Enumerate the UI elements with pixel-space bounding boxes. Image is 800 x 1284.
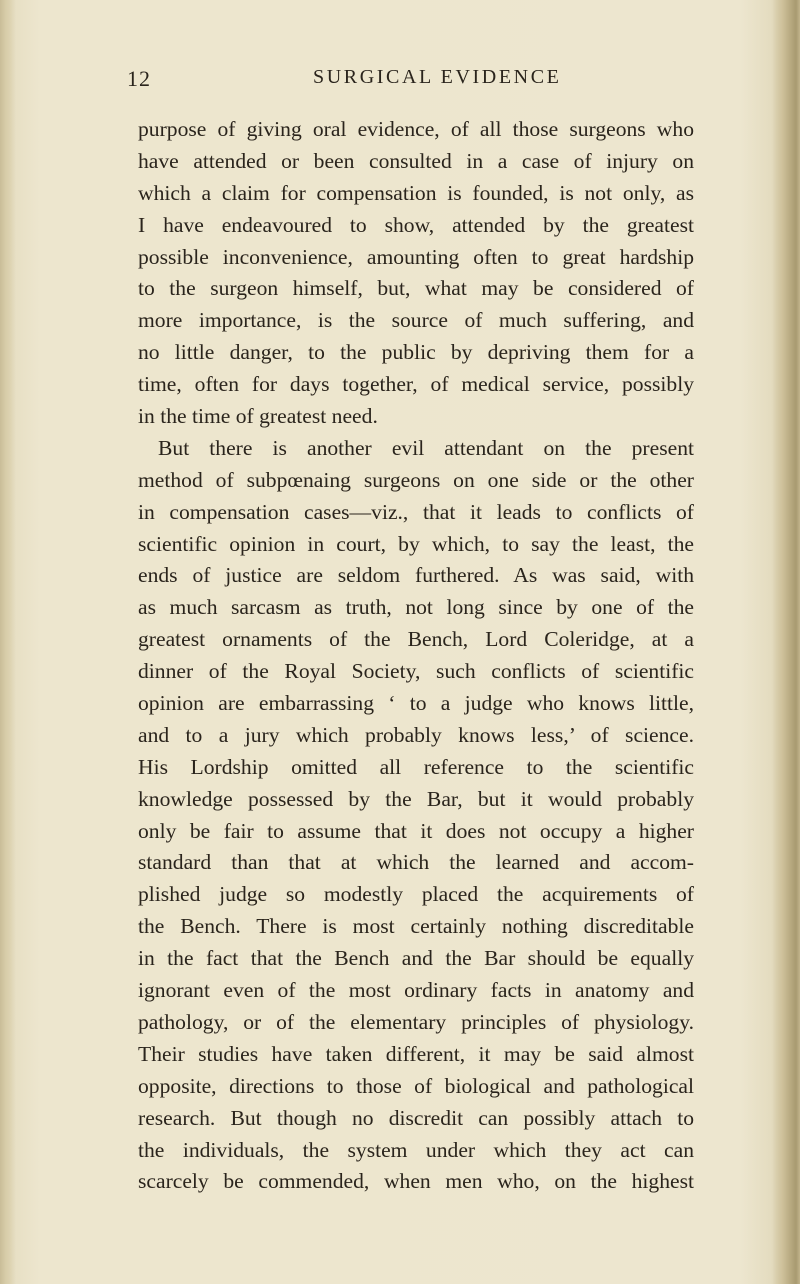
text-line: more importance, is the source of much suffering, and [138, 308, 694, 333]
text-line: scarcely be commended, when men who, on the highest [138, 1169, 694, 1194]
text-line: I have endeavoured to show, attended by the greatest [138, 212, 694, 237]
page-header [127, 66, 694, 98]
text-line: which a claim for compensation is founded, is not only, as [138, 180, 694, 205]
text-line: possible inconvenience, amounting often to great hardship [138, 244, 694, 269]
text-line: His Lordship omitted all reference to the scientific [138, 754, 694, 779]
running-head: SURGICAL EVIDENCE [313, 66, 562, 88]
page-edge [772, 0, 800, 1284]
text-line: purpose of giving oral evidence, of all those surgeons who [138, 117, 694, 141]
paragraph-start-line: But there is another evil attendant on the present [158, 435, 694, 460]
text-line: standard than that at which the learned and accom- [138, 850, 694, 875]
text-line: ignorant even of the most ordinary facts in anatomy and [138, 978, 694, 1003]
text-line: greatest ornaments of the Bench, Lord Coleridge, at a [138, 627, 694, 652]
text-line: opinion are embarrassing ‘ to a judge who knows little, [138, 691, 694, 716]
text-line: pathology, or of the elementary principles of physiology. [138, 1009, 694, 1034]
paragraph-end-line: in the time of greatest need. [138, 404, 378, 429]
text-line: knowledge possessed by the Bar, but it would probably [138, 786, 694, 811]
text-line: have attended or been consulted in a case of injury on [138, 148, 694, 173]
text-line: in the fact that the Bench and the Bar should be equally [138, 946, 694, 971]
text-line: research. But though no discredit can possibly attach to [138, 1105, 694, 1130]
text-line: and to a jury which probably knows less,’ of science. [138, 722, 694, 747]
text-line: plished judge so modestly placed the acquirements of [138, 882, 694, 907]
text-line: no little danger, to the public by depriving them for a [138, 340, 694, 365]
page-number: 12 [127, 66, 151, 91]
text-line: the individuals, the system under which they act can [138, 1137, 694, 1162]
text-line: dinner of the Royal Society, such conflicts of scientific [138, 659, 694, 684]
text-line: scientific opinion in court, by which, to say the least, the [138, 531, 694, 556]
text-line: in compensation cases—viz., that it leads to conflicts of [138, 499, 694, 524]
text-line: the Bench. There is most certainly nothing discreditable [138, 914, 694, 939]
text-line: Their studies have taken different, it may be said almost [138, 1041, 694, 1066]
text-line: opposite, directions to those of biological and pathological [138, 1073, 694, 1098]
text-line: only be fair to assume that it does not occupy a higher [138, 818, 694, 843]
text-line: as much sarcasm as truth, not long since by one of the [138, 595, 694, 620]
binding-gutter [0, 0, 16, 1284]
body-text [138, 114, 694, 1198]
text-line: to the surgeon himself, but, what may be considered of [138, 276, 694, 301]
text-line: ends of justice are seldom furthered. As was said, with [138, 563, 694, 588]
text-line: method of subpœnaing surgeons on one side or the other [138, 467, 694, 492]
text-line: time, often for days together, of medical service, possibly [138, 372, 694, 397]
